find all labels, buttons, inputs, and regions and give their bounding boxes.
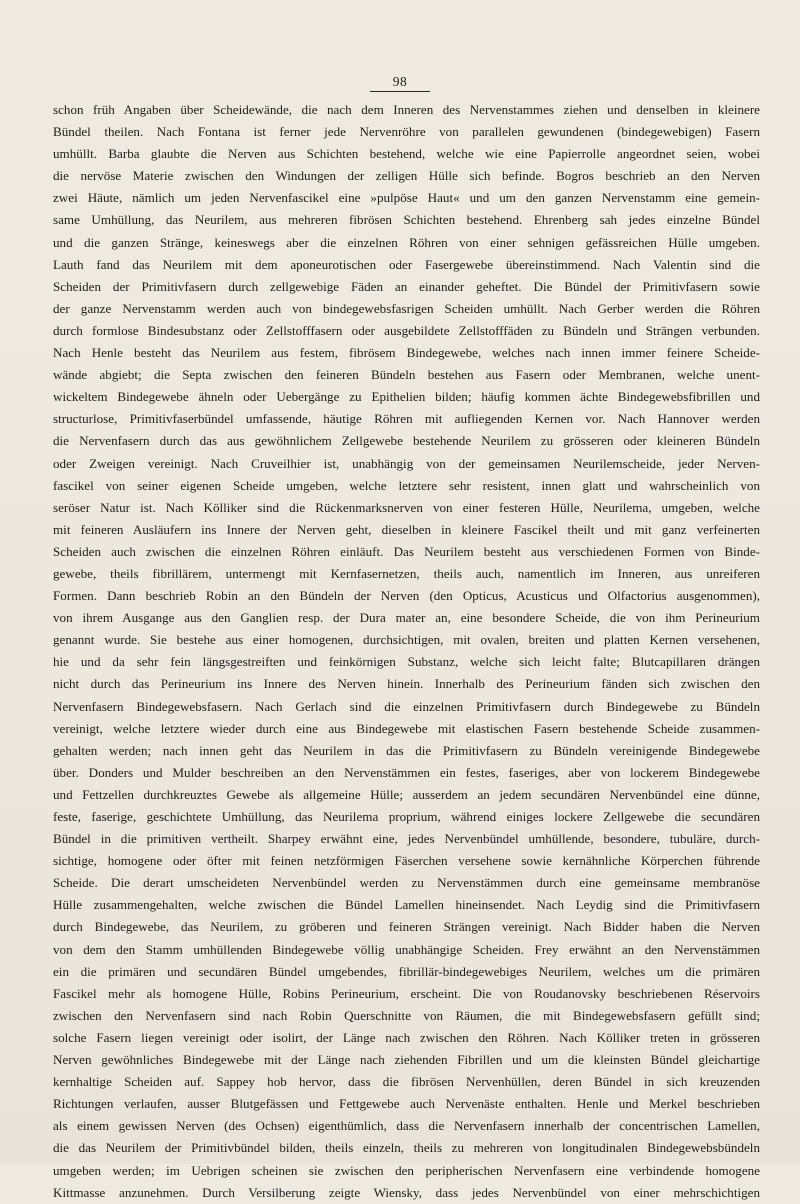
text-line: der ganze Nervenstamm werden auch von bindegewebsfasrigen Scheiden umhüllt. Nach Gerber werden die Röhren xyxy=(53,300,760,316)
text-line: Bündel in die primitiven vertheilt. Sharpey erwähnt eine, jedes Nervenbündel umhüllende, besondere, tubuläre, durch- xyxy=(53,831,760,847)
text-line: same Umhüllung, das Neurilem, aus mehreren fibrösen Schichten bestehend. Ehrenberg sah jedes einzelne Bündel xyxy=(53,212,760,228)
page-number: 98 xyxy=(392,74,408,89)
text-line: durch formlose Bindesubstanz oder Zellstofffasern oder ausgebildete Zellstofffäden zu Bündeln und Strängen verbunden. xyxy=(53,322,760,338)
text-line: seröser Natur ist. Nach Kölliker sind die Rückenmarksnerven von einer festeren Hülle, Neurilema, umgeben, welche xyxy=(53,499,760,515)
text-line: schon früh Angaben über Scheidewände, die nach dem Inneren des Nervenstammes ziehen und denselben in kleinere xyxy=(53,102,760,117)
text-line: durch Bindegewebe, das Neurilem, zu gröberen und feineren Strängen vereinigt. Nach Bidder haben die Nerven xyxy=(53,919,760,935)
text-line: sichtige, homogene oder öfter mit feinen netzförmigen Fäserchen versehene sowie kernähnliche Körperchen führende xyxy=(53,853,760,869)
text-line: kernhaltige Scheiden auf. Sappey hob hervor, dass die fibrösen Nervenhüllen, deren Bündel in sich kreuzenden xyxy=(53,1074,760,1090)
text-line: Scheiden auch zwischen die einzelnen Röhren einläuft. Das Neurilem besteht aus verschiedenen Formen von Binde- xyxy=(53,543,760,559)
text-line: und Fettzellen durchkreuztes Gewebe als allgemeine Hülle; ausserdem an jedem secundären Nervenbündel eine dünne, xyxy=(53,786,760,802)
text-line: Nervenfasern Bindegewebsfasern. Nach Gerlach sind die einzelnen Primitivfasern durch Bindegewebe zu Bündeln xyxy=(53,698,760,714)
header-rule xyxy=(370,91,430,92)
text-line: von dem den Stamm umhüllenden Bindegewebe völlig unabhängige Scheiden. Frey erwähnt an den Nervenstämmen xyxy=(53,941,760,957)
text-line: umhüllt. Barba glaubte die Nerven aus Schichten bestehend, welche wie eine Papierrolle angeordnet seien, wobei xyxy=(53,146,760,162)
text-line: Kittmasse anzunehmen. Durch Versilberung zeigte Wiensky, dass jedes Nervenbündel von einer mehrschichtigen xyxy=(53,1184,760,1200)
text-line: von ihrem Ausgange aus den Ganglien resp. der Dura mater an, eine besondere Scheide, die von ihm Perineurium xyxy=(53,610,760,626)
text-line: als einem gewissen Nerven (des Ochsen) eigenthümlich, dass die Nervenfasern innerhalb der concentrischen Lamellen, xyxy=(53,1118,760,1134)
text-line: die das Neurilem der Primitivbündel bilden, theils einzeln, theils zu mehreren von longitudinalen Bindegewebsbündeln xyxy=(53,1140,760,1156)
text-line: gewebe, theils fibrillärem, untermengt mit Kernfasernetzen, theils auch, namentlich im Inneren, aus unreiferen xyxy=(53,565,760,581)
text-line: Hülle zusammengehalten, welche zwischen die Bündel Lamellen hineinsendet. Nach Leydig sind die Primitivfasern xyxy=(53,897,760,913)
text-line: Nerven gewöhnliches Bindegewebe mit der Länge nach ziehenden Fibrillen und um die kleinsten Bündel gleichartige xyxy=(53,1052,760,1068)
text-line: zwischen den Nervenfasern sind nach Robin Querschnitte von Räumen, die mit Bindegewebsfasern gefüllt sind; xyxy=(53,1007,760,1023)
text-line: über. Donders und Mulder beschreiben an den Nervenstämmen ein festes, faseriges, aber von lockerem Bindegewebe xyxy=(53,764,760,780)
text-line: Fascikel mehr als homogene Hülle, Robins Perineurium, erscheint. Die von Roudanovsky beschriebenen Réservoirs xyxy=(53,985,760,1001)
text-line: vereinigt, welche letztere wieder durch eine aus Bindegewebe mit elastischen Fasern bestehende Scheide zusammen- xyxy=(53,720,760,736)
text-line: und die ganzen Stränge, keineswegs aber die einzelnen Röhren von einer sehnigen gefässreichen Hülle umgeben. xyxy=(53,234,760,250)
text-line: Scheiden der Primitivfasern durch zellgewebige Fäden an einander geheftet. Die Bündel der Primitivfasern sowie xyxy=(53,278,760,294)
text-line: Lauth fand das Neurilem mit dem aponeurotischen oder Fasergewebe übereinstimmend. Nach Valentin sind die xyxy=(53,256,760,272)
text-line: solche Fasern liegen vereinigt oder isolirt, der Länge nach zwischen den Röhren. Nach Kölliker treten in grösseren xyxy=(53,1029,760,1045)
text-line: gehalten werden; nach innen geht das Neurilem in das die Primitivfasern zu Bündeln vereinigende Bindegewebe xyxy=(53,742,760,758)
text-line: umgeben werden; im Uebrigen scheinen sie zwischen den peripherischen Nervenfasern eine verbindende homogene xyxy=(53,1162,760,1178)
text-line: die Nervenfasern durch das aus gewöhnlichem Zellgewebe bestehende Neurilem zu grösseren oder kleineren Bündeln xyxy=(53,433,760,449)
text-line: nicht durch das Perineurium ins Innere des Nerven hinein. Innerhalb des Perineurium fänden sich zwischen den xyxy=(53,676,760,692)
text-line: wickeltem Bindegewebe ähneln oder Uebergänge zu Epithelien bilden; häufig kommen ächte Bindegewebsfibrillen und xyxy=(53,389,760,405)
text-line: Formen. Dann beschrieb Robin an den Bündeln der Nerven (den Opticus, Acusticus und Olfactorius ausgenommen), xyxy=(53,588,760,604)
text-line: feste, faserige, geschichtete Umhüllung, das Neurilema proprium, während einiges lockere Zellgewebe die secundären xyxy=(53,809,760,824)
text-line: mit feineren Ausläufern ins Innere der Nerven geht, dieselben in kleinere Fascikel theilt und mit ganz verfeinerten xyxy=(53,521,760,537)
text-line: Richtungen verlaufen, ausser Blutgefässen und Fettgewebe auch Nervenäste enthalten. Henle und Merkel beschrieben xyxy=(53,1096,760,1112)
text-line: Scheide. Die derart umscheideten Nervenbündel werden zu Nervenstämmen durch eine gemeinsame membranöse xyxy=(53,875,760,891)
text-line: zwei Häute, nämlich um jeden Nervenfascikel eine »pulpöse Haut« und um den ganzen Nervenstamm eine gemein- xyxy=(53,190,760,206)
text-line: hie und da sehr fein längsgestreiften und feinkörnigen Substanz, welche sich leicht falte; Blutcapillaren drängen xyxy=(53,654,760,670)
text-line: wände abgiebt; die Septa zwischen den feineren Bündeln bestehen aus Fasern oder Membranen, welche unent- xyxy=(53,367,760,383)
text-line: die nervöse Materie zwischen den Windungen der zelligen Hülle sich befinde. Bogros beschrieb an den Nerven xyxy=(53,168,760,184)
text-line: ein die primären und secundären Bündel umgebendes, fibrillär-bindegewebiges Neurilem, welches um die primären xyxy=(53,963,760,979)
text-line: fascikel von seiner eigenen Scheide umgeben, welche letztere sehr resistent, innen glatt und wahrscheinlich von xyxy=(53,477,760,493)
body-text xyxy=(53,99,760,1204)
text-line: genannt wurde. Sie bestehe aus einer homogenen, durchsichtigen, mit ovalen, breiten und platten Kernen versehenen, xyxy=(53,632,760,648)
text-line: oder Zweigen vereinigt. Nach Cruveilhier ist, unabhängig von der gemeinsamen Neurilemscheide, jeder Nerven- xyxy=(53,455,760,471)
text-line: structurlose, Primitivfaserbündel umfassende, häutige Röhren mit aufliegenden Kernen vor. Nach Hannover werden xyxy=(53,411,760,427)
text-line: Nach Henle besteht das Neurilem aus festem, fibrösem Bindegewebe, welches nach innen immer feinere Scheide- xyxy=(53,345,760,361)
text-line: Bündel theilen. Nach Fontana ist ferner jede Nervenröhre von parallelen gewundenen (bindegewebigen) Fasern xyxy=(53,124,760,140)
